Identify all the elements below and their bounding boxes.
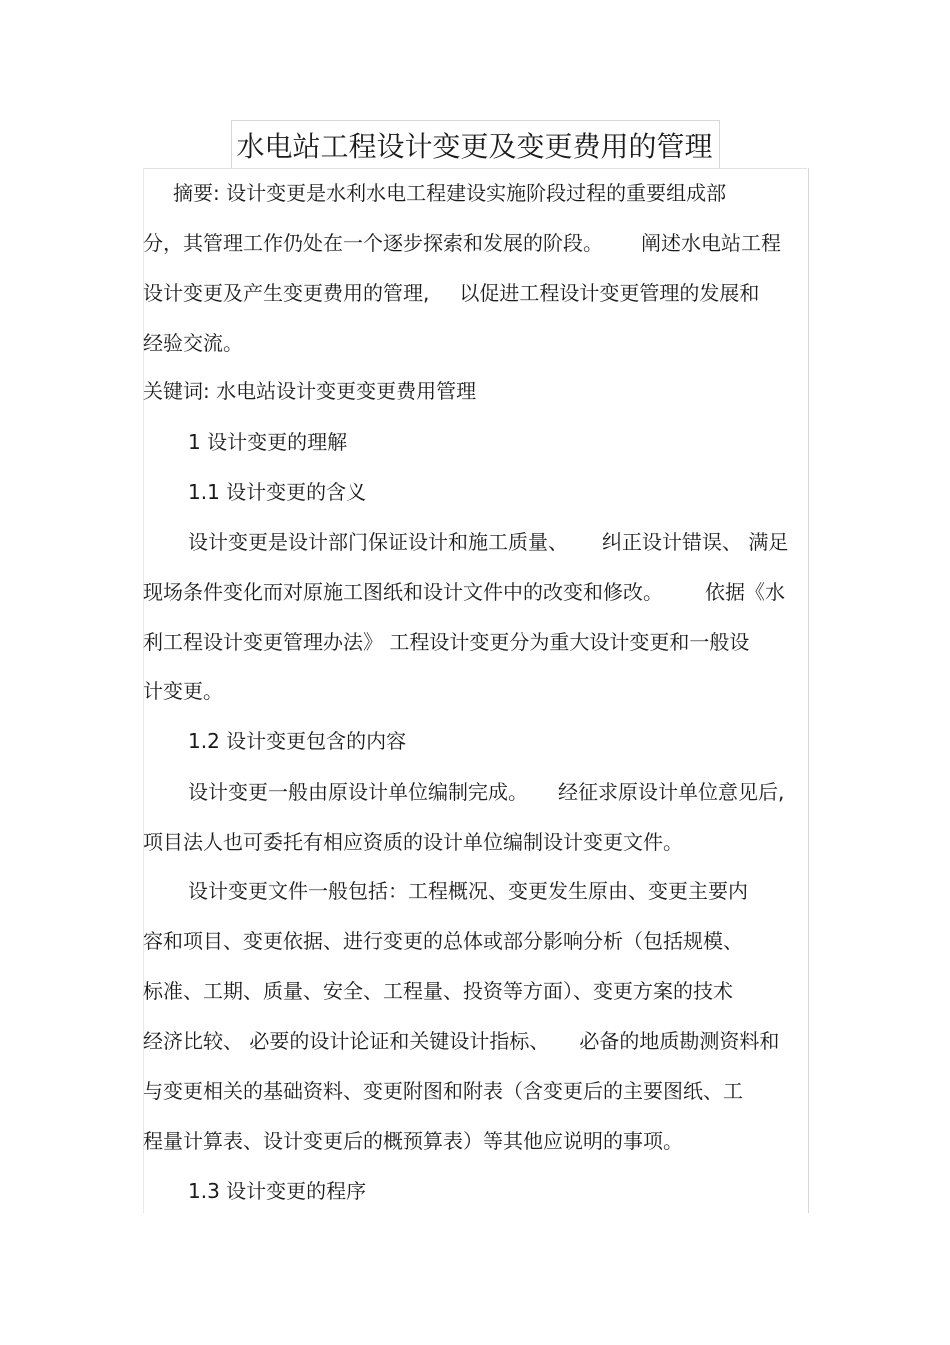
abstract-line-2: 分，其管理工作仍处在一个逐步探索和发展的阶段。 阐述水电站工程 <box>143 231 781 255</box>
paragraph-line: 与变更相关的基础资料、变更附图和附表（含变更后的主要图纸、工 <box>143 1079 743 1103</box>
abstract-line-4: 经验交流。 <box>143 331 243 355</box>
paragraph-line: 利工程设计变更管理办法》 工程设计变更分为重大设计变更和一般设 <box>143 630 750 654</box>
paragraph-line: 经济比较、 必要的设计论证和关键设计指标、 必备的地质勘测资料和 <box>143 1029 780 1053</box>
abstract-line-3: 设计变更及产生变更费用的管理, 以促进工程设计变更管理的发展和 <box>143 281 760 305</box>
section-heading-1: 1 设计变更的理解 <box>188 430 348 454</box>
section-heading-1-1: 1.1 设计变更的含义 <box>188 480 367 504</box>
paragraph-line: 设计变更是设计部门保证设计和施工质量、 纠正设计错误、 满足 <box>188 530 789 554</box>
paragraph-line: 标准、工期、质量、安全、工程量、投资等方面）、变更方案的技术 <box>143 979 733 1003</box>
paragraph-line: 程量计算表、设计变更后的概预算表）等其他应说明的事项。 <box>143 1129 683 1153</box>
section-heading-1-3: 1.3 设计变更的程序 <box>188 1179 367 1203</box>
document-title: 水电站工程设计变更及变更费用的管理 <box>236 130 713 163</box>
section-heading-1-2: 1.2 设计变更包含的内容 <box>188 729 407 753</box>
paragraph-line: 容和项目、变更依据、进行变更的总体或部分影响分析（包括规模、 <box>143 929 743 953</box>
abstract-line-1: 摘要: 设计变更是水利水电工程建设实施阶段过程的重要组成部 <box>173 181 727 205</box>
paragraph-line: 项目法人也可委托有相应资质的设计单位编制设计变更文件。 <box>143 830 683 854</box>
paragraph-line: 设计变更文件一般包括：工程概况、变更发生原由、变更主要内 <box>188 879 748 903</box>
content-frame <box>143 168 809 1213</box>
paragraph-line: 设计变更一般由原设计单位编制完成。 经征求原设计单位意见后, <box>188 780 785 804</box>
paragraph-line: 现场条件变化而对原施工图纸和设计文件中的改变和修改。 依据《水 <box>143 580 785 604</box>
paragraph-line: 计变更。 <box>143 679 223 703</box>
keywords-line: 关键词: 水电站设计变更变更费用管理 <box>143 379 477 403</box>
